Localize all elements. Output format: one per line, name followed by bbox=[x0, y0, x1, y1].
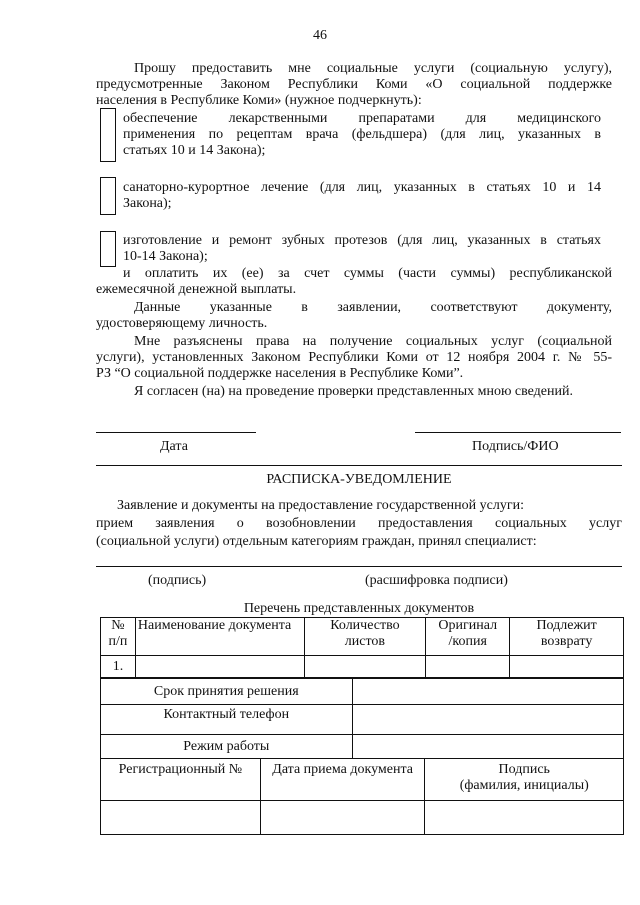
header-return-line-1: Подлежит bbox=[536, 618, 597, 633]
header-sheet-count-line-1: Количество bbox=[330, 618, 400, 633]
info-row bbox=[101, 735, 624, 759]
decision-term-label: Срок принятия решения bbox=[101, 679, 353, 705]
header-number-line-1: № bbox=[111, 618, 125, 633]
option-dentures-line-2: 10-14 Закона); bbox=[123, 249, 208, 264]
contact-phone-label: Контактный телефон bbox=[101, 705, 353, 735]
working-hours-value[interactable] bbox=[352, 735, 623, 759]
working-hours-label: Режим работы bbox=[101, 735, 353, 759]
header-original-copy-line-2: /копия bbox=[448, 634, 487, 649]
request-line-2: предусмотренные Законом Республики Коми «О социальной поддержке bbox=[96, 77, 612, 92]
header-document-name-text: Наименование документа bbox=[137, 618, 292, 633]
rights-line-1: Мне разъяснены права на получение социальных услуг (социальной bbox=[134, 334, 612, 349]
documents-table-header bbox=[101, 618, 624, 656]
signature-header-line-2: (фамилия, инициалы) bbox=[459, 778, 589, 793]
registration-number-header: Регистрационный № bbox=[101, 759, 261, 801]
option-sanatorium-line-1: санаторно-курортное лечение (для лиц, указанных в статьях 10 и 14 bbox=[123, 180, 601, 195]
option-dentures-checkbox[interactable] bbox=[100, 231, 116, 267]
specialist-signature-line[interactable] bbox=[96, 566, 622, 567]
data-match-line-2: удостоверяющему личность. bbox=[96, 316, 268, 331]
table-row bbox=[101, 801, 624, 835]
rights-line-3: РЗ “О социальной поддержке населения в Республике Коми”. bbox=[96, 366, 464, 381]
date-label: Дата bbox=[160, 439, 188, 454]
table-row bbox=[101, 656, 624, 678]
signature-line[interactable] bbox=[415, 432, 621, 433]
receipt-line-3: (социальной услуги) отдельным категориям граждан, принял специалист: bbox=[96, 534, 537, 549]
row-return-cell[interactable] bbox=[510, 656, 624, 678]
signature-header-line-1: Подпись bbox=[498, 762, 550, 777]
signature-label: Подпись/ФИО bbox=[472, 439, 559, 454]
receipt-separator bbox=[96, 465, 622, 466]
header-sheet-count bbox=[304, 618, 426, 656]
receipt-date-cell[interactable] bbox=[260, 801, 425, 835]
documents-table bbox=[100, 617, 624, 678]
consent-text: Я согласен (на) на проведение проверки представленных мною сведений. bbox=[134, 384, 573, 399]
decision-term-value[interactable] bbox=[352, 679, 623, 705]
option-sanatorium-line-2: Закона); bbox=[123, 196, 172, 211]
signature-cell[interactable] bbox=[425, 801, 624, 835]
header-original-copy-line-1: Оригинал bbox=[438, 618, 498, 633]
rights-line-2: услуги), установленных Законом Республики Коми от 12 ноября 2004 г. № 55- bbox=[96, 350, 612, 365]
podpis-label: (подпись) bbox=[148, 573, 207, 588]
header-return-line-2: возврату bbox=[540, 634, 593, 649]
option-medicines-line-3: статьях 10 и 14 Закона); bbox=[123, 143, 266, 158]
receipt-line-1: Заявление и документы на предоставление государственной услуги: bbox=[117, 498, 524, 513]
header-sheet-count-line-2: листов bbox=[344, 634, 386, 649]
payment-line-1: и оплатить их (ее) за счет суммы (части суммы) республиканской bbox=[123, 266, 612, 281]
documents-list-title: Перечень представленных документов bbox=[243, 601, 475, 616]
request-line-1: Прошу предоставить мне социальные услуги (социальную услугу), bbox=[134, 61, 612, 76]
option-medicines-line-1: обеспечение лекарственными препаратами для медицинского bbox=[123, 111, 601, 126]
option-sanatorium-checkbox[interactable] bbox=[100, 177, 116, 215]
row-sheet-count-cell[interactable] bbox=[304, 656, 426, 678]
header-original-copy bbox=[426, 618, 510, 656]
contact-phone-value[interactable] bbox=[352, 705, 623, 735]
option-dentures-line-1: изготовление и ремонт зубных протезов (для лиц, указанных в статьях bbox=[123, 233, 601, 248]
header-number bbox=[101, 618, 136, 656]
header-document-name bbox=[135, 618, 304, 656]
info-row bbox=[101, 679, 624, 705]
signature-header bbox=[425, 759, 624, 801]
row-document-name-cell[interactable] bbox=[135, 656, 304, 678]
receipt-title: РАСПИСКА-УВЕДОМЛЕНИЕ bbox=[266, 472, 452, 487]
header-number-line-2: п/п bbox=[108, 634, 128, 649]
registration-header bbox=[101, 759, 624, 801]
payment-line-2: ежемесячной денежной выплаты. bbox=[96, 282, 297, 297]
request-line-3: населения в Республике Коми» (нужное подчеркнуть): bbox=[96, 93, 422, 108]
receipt-line-2: прием заявления о возобновлении предоставления социальных услуг bbox=[96, 516, 622, 531]
option-medicines-checkbox[interactable] bbox=[100, 108, 116, 162]
option-medicines-line-2: применения по рецептам врача (фельдшера) (для лиц, указанных в bbox=[123, 127, 601, 142]
receipt-date-header: Дата приема документа bbox=[260, 759, 425, 801]
registration-table bbox=[100, 758, 624, 835]
date-line[interactable] bbox=[96, 432, 256, 433]
page-number: 46 bbox=[313, 28, 327, 43]
row-number: 1. bbox=[101, 656, 136, 678]
info-row bbox=[101, 705, 624, 735]
header-return bbox=[510, 618, 624, 656]
registration-number-cell[interactable] bbox=[101, 801, 261, 835]
rasshifrovka-label: (расшифровка подписи) bbox=[365, 573, 508, 588]
info-table bbox=[100, 678, 624, 759]
row-original-copy-cell[interactable] bbox=[426, 656, 510, 678]
data-match-line-1: Данные указанные в заявлении, соответствуют документу, bbox=[134, 300, 612, 315]
